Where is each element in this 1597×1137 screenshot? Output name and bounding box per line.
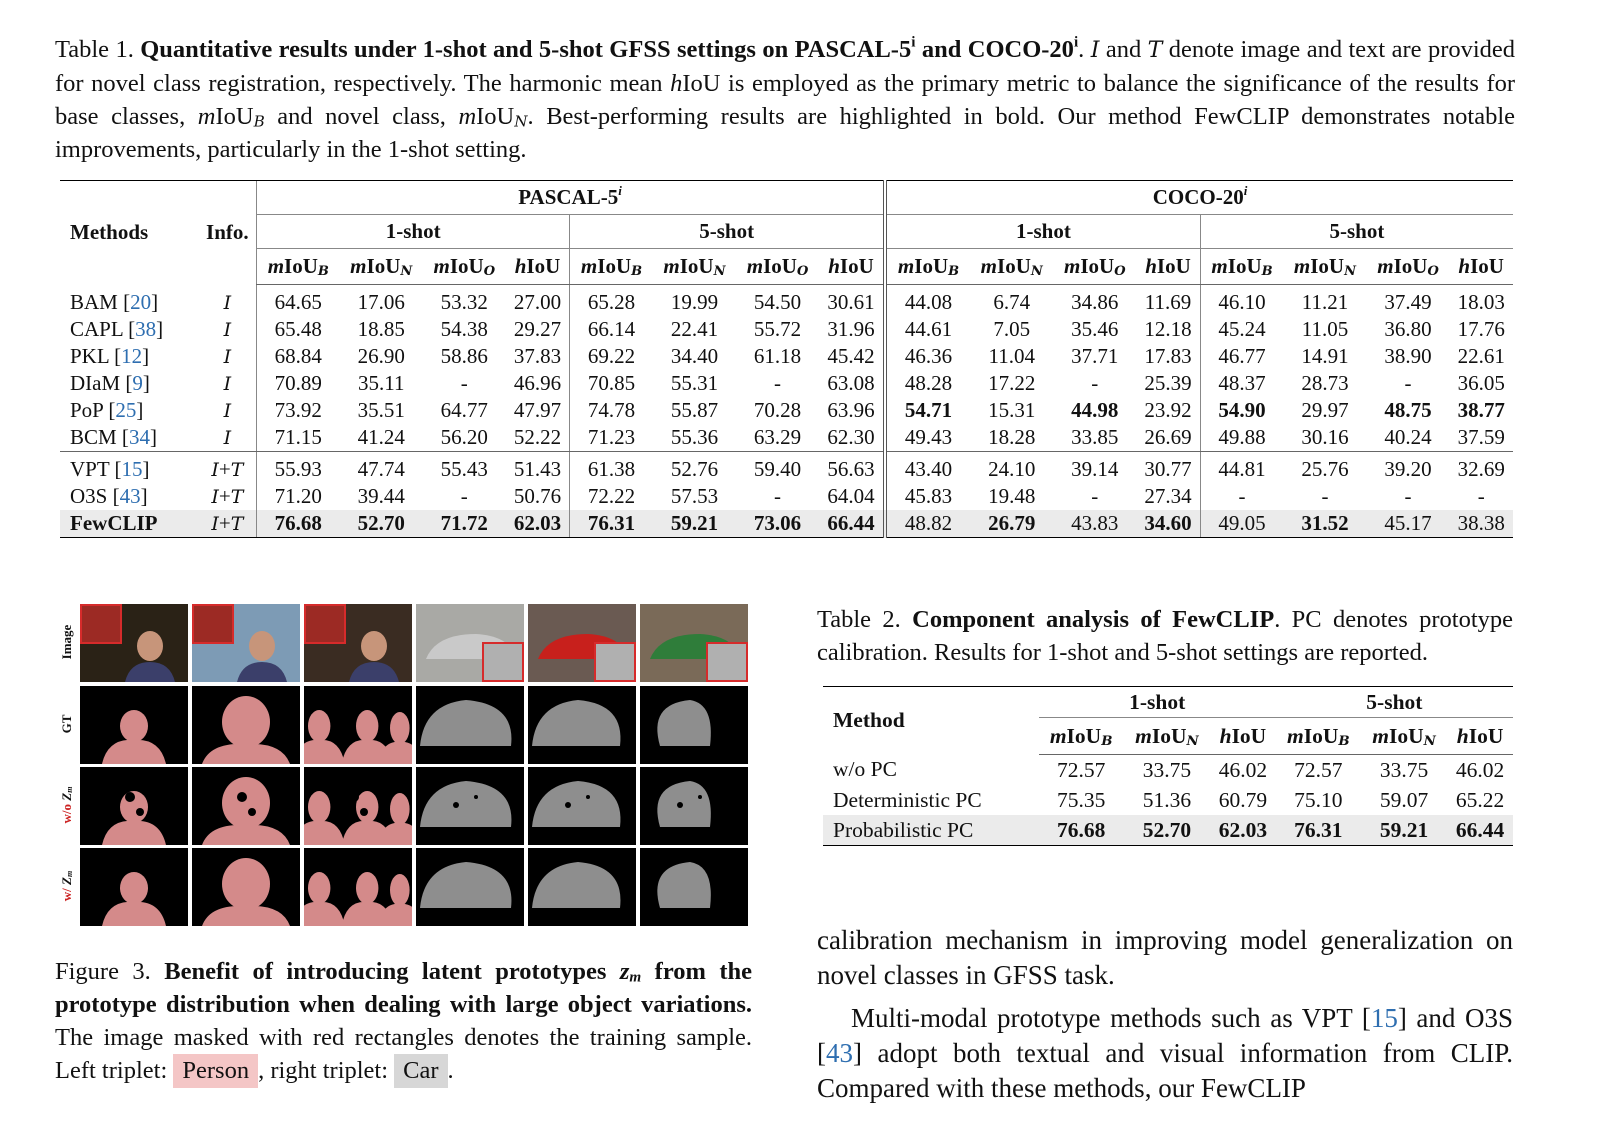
info-cell: I [223, 373, 232, 395]
method-name: FewCLIP [60, 510, 199, 538]
value-cell: 66.44 [1447, 815, 1513, 846]
value-cell: 17.22 [988, 371, 1036, 395]
value-cell: 29.97 [1301, 398, 1349, 422]
info-cell: I [199, 424, 257, 452]
value-cell: - [1200, 483, 1283, 510]
value-cell: 71.23 [570, 424, 653, 452]
value-cell: 38.77 [1457, 398, 1505, 422]
value-cell: 60.79 [1218, 787, 1268, 812]
value-cell: 18.03 [1457, 290, 1505, 314]
value-cell: 12.18 [1144, 317, 1192, 341]
value-cell: 27.34 [1144, 484, 1192, 508]
metric-header: mIoU$_N$ [970, 249, 1053, 285]
value-cell: 59.07 [1379, 787, 1429, 812]
value-cell: 64.77 [440, 398, 488, 422]
mask-image [192, 767, 300, 845]
table1-caption: Table 1. Quantitative results under 1-shot and 5-shot GFSS settings on PASCAL-5$^i$ and COCO-20$^i$. I and T denote image and text are provided for novel class registration, respectively. The harmonic mean hIoU is employed as the primary metric to balance the significance of the results for base classes, mIoU$_B$ and novel class, mIoU$_N$. Best-performing results are highlighted in bold. Our method FewCLIP demonstrates notable improvements, particularly in the 1-shot setting. [55, 33, 1516, 163]
value-cell: 70.89 [257, 370, 340, 397]
value-cell: 54.90 [1200, 397, 1283, 424]
method-name: DIaM [9] [70, 371, 150, 395]
value-cell: 14.91 [1301, 344, 1349, 368]
value-cell: 31.96 [827, 317, 875, 341]
value-cell: 52.70 [340, 510, 423, 538]
value-cell: 63.08 [827, 371, 875, 395]
value-cell: - [460, 484, 468, 508]
value-cell: 43.83 [1053, 510, 1136, 538]
table-row [60, 483, 1513, 510]
value-cell: 11.69 [1144, 290, 1192, 314]
method-name: Probabilistic PC [823, 815, 1039, 846]
table-row [823, 785, 1513, 815]
value-cell: 37.59 [1449, 424, 1513, 452]
value-cell: 54.38 [440, 317, 488, 341]
value-cell: 59.40 [753, 457, 802, 481]
value-cell: 61.38 [570, 452, 653, 484]
value-cell: 30.77 [1144, 457, 1192, 481]
metric-header: hIoU [506, 249, 570, 285]
method-name: PKL [12] [70, 344, 150, 368]
value-cell: 23.92 [1144, 398, 1192, 422]
mask-image [304, 848, 412, 926]
metric-header: mIoU$_N$ [1361, 718, 1447, 755]
value-cell: 62.30 [819, 424, 885, 452]
col-method: Method [823, 687, 1039, 755]
value-cell: 26.79 [970, 510, 1053, 538]
info-cell: I [223, 400, 232, 422]
value-cell: 44.61 [885, 316, 970, 343]
mask-image [528, 848, 636, 926]
value-cell: 7.05 [993, 317, 1031, 341]
value-cell: - [460, 371, 468, 395]
shot-header: 5-shot [570, 215, 885, 249]
value-cell: 34.60 [1136, 510, 1200, 538]
mask-image [528, 686, 636, 764]
table-row [60, 316, 1513, 343]
metric-header: mIoU$_B$ [257, 249, 340, 285]
value-cell: 44.98 [1071, 398, 1119, 422]
value-cell: 55.36 [653, 424, 736, 452]
metric-header: hIoU [1447, 718, 1513, 755]
value-cell: - [1091, 371, 1099, 395]
value-cell: 25.39 [1144, 371, 1192, 395]
value-cell: 54.71 [885, 397, 970, 424]
value-cell: 66.44 [819, 510, 885, 538]
value-cell: 76.31 [1276, 815, 1361, 846]
value-cell: 46.96 [513, 371, 562, 395]
mask-image [640, 767, 748, 845]
value-cell: 28.73 [1301, 371, 1349, 395]
value-cell: 49.05 [1200, 510, 1283, 538]
car-tag: Car [394, 1054, 447, 1088]
method-name: w/o PC [833, 757, 897, 782]
value-cell: 36.80 [1384, 317, 1432, 341]
shot-header: 1-shot [257, 215, 570, 249]
col-methods: Methods [60, 181, 199, 285]
info-cell: I [223, 346, 232, 368]
value-cell: 55.43 [440, 457, 488, 481]
value-cell: 57.53 [670, 484, 719, 508]
method-name: BCM [34] [60, 424, 199, 452]
metric-header: mIoU$_B$ [885, 249, 970, 285]
metric-header: mIoU$_N$ [1124, 718, 1210, 755]
value-cell: 46.02 [1455, 757, 1505, 782]
mask-image [304, 686, 412, 764]
value-cell: 18.85 [357, 317, 405, 341]
paragraph: calibration mechanism in improving model generalization on novel classes in GFSS task. [817, 925, 1513, 990]
value-cell: 25.76 [1301, 457, 1349, 481]
metric-header: hIoU [819, 249, 885, 285]
value-cell: 51.43 [513, 457, 562, 481]
value-cell: 11.05 [1301, 317, 1349, 341]
value-cell: 33.75 [1379, 757, 1429, 782]
value-cell: - [1091, 484, 1099, 508]
value-cell: 47.97 [513, 398, 562, 422]
value-cell: - [1404, 371, 1412, 395]
value-cell: 48.28 [885, 370, 970, 397]
method-name: O3S [43] [70, 484, 148, 508]
figure3-caption: Figure 3. Benefit of introducing latent prototypes $z_m$ from the prototype distribution when dealing with large object variations. The image masked with red rectangles denotes the training sample. Left triplet: Person , right triplet: Car . [55, 955, 752, 1088]
value-cell: 36.05 [1457, 371, 1505, 395]
value-cell: 55.87 [670, 398, 719, 422]
table-row [60, 424, 1513, 452]
value-cell: 62.03 [1210, 815, 1276, 846]
info-cell: I+T [211, 457, 244, 481]
metric-header: hIoU [1136, 249, 1200, 285]
sample-image [416, 604, 524, 682]
value-cell: 46.02 [1218, 757, 1268, 782]
value-cell: 31.52 [1283, 510, 1366, 538]
mask-image [192, 686, 300, 764]
table2-caption: Table 2. Component analysis of FewCLIP. PC denotes prototype calibration. Results for 1-shot and 5-shot settings are reported. [817, 606, 1514, 666]
value-cell: 39.44 [357, 484, 405, 508]
value-cell: 11.21 [1301, 290, 1349, 314]
table-row [60, 285, 1513, 317]
metric-header: mIoU$_O$ [1053, 249, 1136, 285]
metric-header: mIoU$_B$ [1200, 249, 1283, 285]
value-cell: 55.93 [257, 452, 340, 484]
value-cell: 38.90 [1384, 344, 1432, 368]
value-cell: 47.74 [357, 457, 405, 481]
value-cell: 71.72 [423, 510, 506, 538]
row-label: w/o $Z_m$ [59, 786, 75, 824]
value-cell: 52.70 [1124, 815, 1210, 846]
metric-header: hIoU [1210, 718, 1276, 755]
value-cell: 66.14 [570, 316, 653, 343]
mask-image [640, 686, 748, 764]
value-cell: 65.22 [1455, 787, 1505, 812]
value-cell: - [1477, 484, 1485, 508]
metric-header: mIoU$_B$ [570, 249, 653, 285]
dataset-coco: COCO-20$^i$ [885, 181, 1513, 215]
value-cell: 74.78 [570, 397, 653, 424]
value-cell: 48.82 [885, 510, 970, 538]
metric-header: mIoU$_B$ [1276, 718, 1361, 755]
value-cell: - [774, 484, 782, 508]
value-cell: 18.28 [970, 424, 1053, 452]
value-cell: 15.31 [988, 398, 1036, 422]
shot-header: 1-shot [885, 215, 1200, 249]
value-cell: 44.08 [885, 285, 970, 317]
value-cell: 73.92 [257, 397, 340, 424]
value-cell: 33.85 [1053, 424, 1136, 452]
value-cell: 37.83 [513, 344, 562, 368]
value-cell: 37.71 [1071, 344, 1119, 368]
value-cell: 38.38 [1449, 510, 1513, 538]
metric-header: mIoU$_O$ [736, 249, 819, 285]
value-cell: 29.27 [513, 317, 562, 341]
value-cell: 34.86 [1071, 290, 1119, 314]
value-cell: 62.03 [506, 510, 570, 538]
value-cell: 72.22 [570, 483, 653, 510]
value-cell: 63.96 [827, 398, 875, 422]
value-cell: 70.28 [753, 398, 802, 422]
value-cell: 39.14 [1071, 457, 1119, 481]
value-cell: 19.99 [670, 290, 719, 314]
sample-image [192, 604, 300, 682]
value-cell: 51.36 [1142, 787, 1192, 812]
value-cell: 63.29 [736, 424, 819, 452]
value-cell: 48.75 [1384, 398, 1432, 422]
value-cell: 72.57 [1056, 757, 1106, 782]
value-cell: 69.22 [570, 343, 653, 370]
value-cell: 55.31 [670, 371, 719, 395]
value-cell: 71.20 [257, 483, 340, 510]
value-cell: - [1404, 484, 1412, 508]
value-cell: 65.28 [570, 285, 653, 317]
table-row [60, 397, 1513, 424]
metric-header: mIoU$_N$ [1283, 249, 1366, 285]
value-cell: 34.40 [670, 344, 719, 368]
value-cell: 49.43 [885, 424, 970, 452]
value-cell: 22.41 [670, 317, 719, 341]
mask-image [80, 767, 188, 845]
table-row [60, 343, 1513, 370]
metric-header: mIoU$_O$ [423, 249, 506, 285]
shot-header: 1-shot [1039, 687, 1276, 718]
table-row [60, 370, 1513, 397]
method-name: VPT [15] [70, 457, 150, 481]
value-cell: 48.37 [1200, 370, 1283, 397]
mask-image [80, 686, 188, 764]
info-cell: I+T [199, 510, 257, 538]
value-cell: 11.04 [988, 344, 1035, 368]
info-cell: I+T [211, 484, 244, 508]
value-cell: 26.69 [1136, 424, 1200, 452]
value-cell: 45.83 [885, 483, 970, 510]
value-cell: 58.86 [440, 344, 488, 368]
table-row [823, 815, 1513, 846]
value-cell: 71.15 [257, 424, 340, 452]
value-cell: 45.17 [1367, 510, 1450, 538]
col-info: Info. [199, 181, 257, 285]
value-cell: 17.76 [1457, 317, 1505, 341]
value-cell: 17.06 [357, 290, 405, 314]
value-cell: 44.81 [1200, 452, 1283, 484]
value-cell: 35.46 [1071, 317, 1119, 341]
value-cell: 33.75 [1142, 757, 1192, 782]
mask-image [304, 767, 412, 845]
sample-image [640, 604, 748, 682]
value-cell: 65.48 [257, 316, 340, 343]
component-table [823, 686, 1513, 846]
metric-header: mIoU$_N$ [653, 249, 736, 285]
value-cell: 46.36 [885, 343, 970, 370]
value-cell: 45.42 [827, 344, 875, 368]
metric-header: mIoU$_B$ [1039, 718, 1124, 755]
sample-image [528, 604, 636, 682]
value-cell: 19.48 [988, 484, 1036, 508]
value-cell: 68.84 [257, 343, 340, 370]
dataset-pascal: PASCAL-5$^i$ [257, 181, 885, 215]
value-cell: 64.65 [257, 285, 340, 317]
value-cell: 64.04 [827, 484, 875, 508]
value-cell: - [1321, 484, 1329, 508]
value-cell: 40.24 [1367, 424, 1450, 452]
mask-image [416, 686, 524, 764]
value-cell: 76.68 [1039, 815, 1124, 846]
value-cell: 45.24 [1200, 316, 1283, 343]
value-cell: 59.21 [653, 510, 736, 538]
value-cell: 30.61 [827, 290, 875, 314]
method-name: BAM [20] [70, 289, 159, 314]
mask-image [80, 848, 188, 926]
body-text [817, 923, 1513, 1106]
table-row [823, 755, 1513, 786]
row-label: Image [59, 624, 74, 660]
value-cell: 70.85 [570, 370, 653, 397]
results-table [60, 180, 1513, 538]
value-cell: 35.11 [357, 371, 405, 395]
sample-image [80, 604, 188, 682]
shot-header: 5-shot [1276, 687, 1513, 718]
value-cell: 61.18 [753, 344, 802, 368]
value-cell: 52.22 [506, 424, 570, 452]
value-cell: 59.21 [1361, 815, 1447, 846]
row-label: GT [59, 714, 74, 734]
value-cell: 76.68 [257, 510, 340, 538]
table-row [60, 452, 1513, 484]
sample-image [304, 604, 412, 682]
value-cell: 49.88 [1200, 424, 1283, 452]
value-cell: 52.76 [670, 457, 719, 481]
method-name: CAPL [38] [70, 317, 164, 341]
value-cell: 30.16 [1283, 424, 1366, 452]
method-name: Deterministic PC [833, 787, 982, 812]
info-cell: I [223, 291, 232, 314]
figure3-grid [55, 604, 755, 929]
table-row [60, 510, 1513, 538]
info-cell: I [223, 319, 232, 341]
value-cell: 56.63 [827, 457, 875, 481]
value-cell: 53.32 [440, 290, 488, 314]
value-cell: 43.40 [885, 452, 970, 484]
metric-header: mIoU$_N$ [340, 249, 423, 285]
value-cell: 24.10 [988, 457, 1036, 481]
value-cell: 22.61 [1457, 344, 1505, 368]
value-cell: 55.72 [753, 317, 802, 341]
mask-image [416, 767, 524, 845]
value-cell: 56.20 [423, 424, 506, 452]
row-label: w/ $Z_m$ [59, 870, 75, 902]
metric-header: hIoU [1449, 249, 1513, 285]
paragraph: Multi-modal prototype methods such as VPT [15] and O3S [43] adopt both textual and visual information from CLIP. Compared with these methods, our FewCLIP [817, 1003, 1513, 1103]
value-cell: 17.83 [1144, 344, 1192, 368]
value-cell: 46.10 [1200, 285, 1283, 317]
value-cell: 50.76 [513, 484, 562, 508]
mask-image [640, 848, 748, 926]
value-cell: 6.74 [993, 290, 1031, 314]
value-cell: 39.20 [1384, 457, 1432, 481]
value-cell: - [774, 371, 782, 395]
method-name: PoP [25] [70, 398, 144, 422]
mask-image [416, 848, 524, 926]
value-cell: 46.77 [1200, 343, 1283, 370]
value-cell: 54.50 [753, 290, 802, 314]
value-cell: 75.35 [1056, 787, 1106, 812]
mask-image [528, 767, 636, 845]
shot-header: 5-shot [1200, 215, 1513, 249]
value-cell: 76.31 [570, 510, 653, 538]
value-cell: 35.51 [357, 398, 405, 422]
value-cell: 27.00 [513, 290, 562, 314]
value-cell: 26.90 [357, 344, 405, 368]
value-cell: 73.06 [736, 510, 819, 538]
value-cell: 72.57 [1294, 757, 1343, 782]
value-cell: 75.10 [1294, 787, 1343, 812]
mask-image [192, 848, 300, 926]
person-tag: Person [173, 1054, 258, 1088]
value-cell: 41.24 [340, 424, 423, 452]
value-cell: 37.49 [1384, 290, 1432, 314]
value-cell: 32.69 [1457, 457, 1505, 481]
metric-header: mIoU$_O$ [1367, 249, 1450, 285]
